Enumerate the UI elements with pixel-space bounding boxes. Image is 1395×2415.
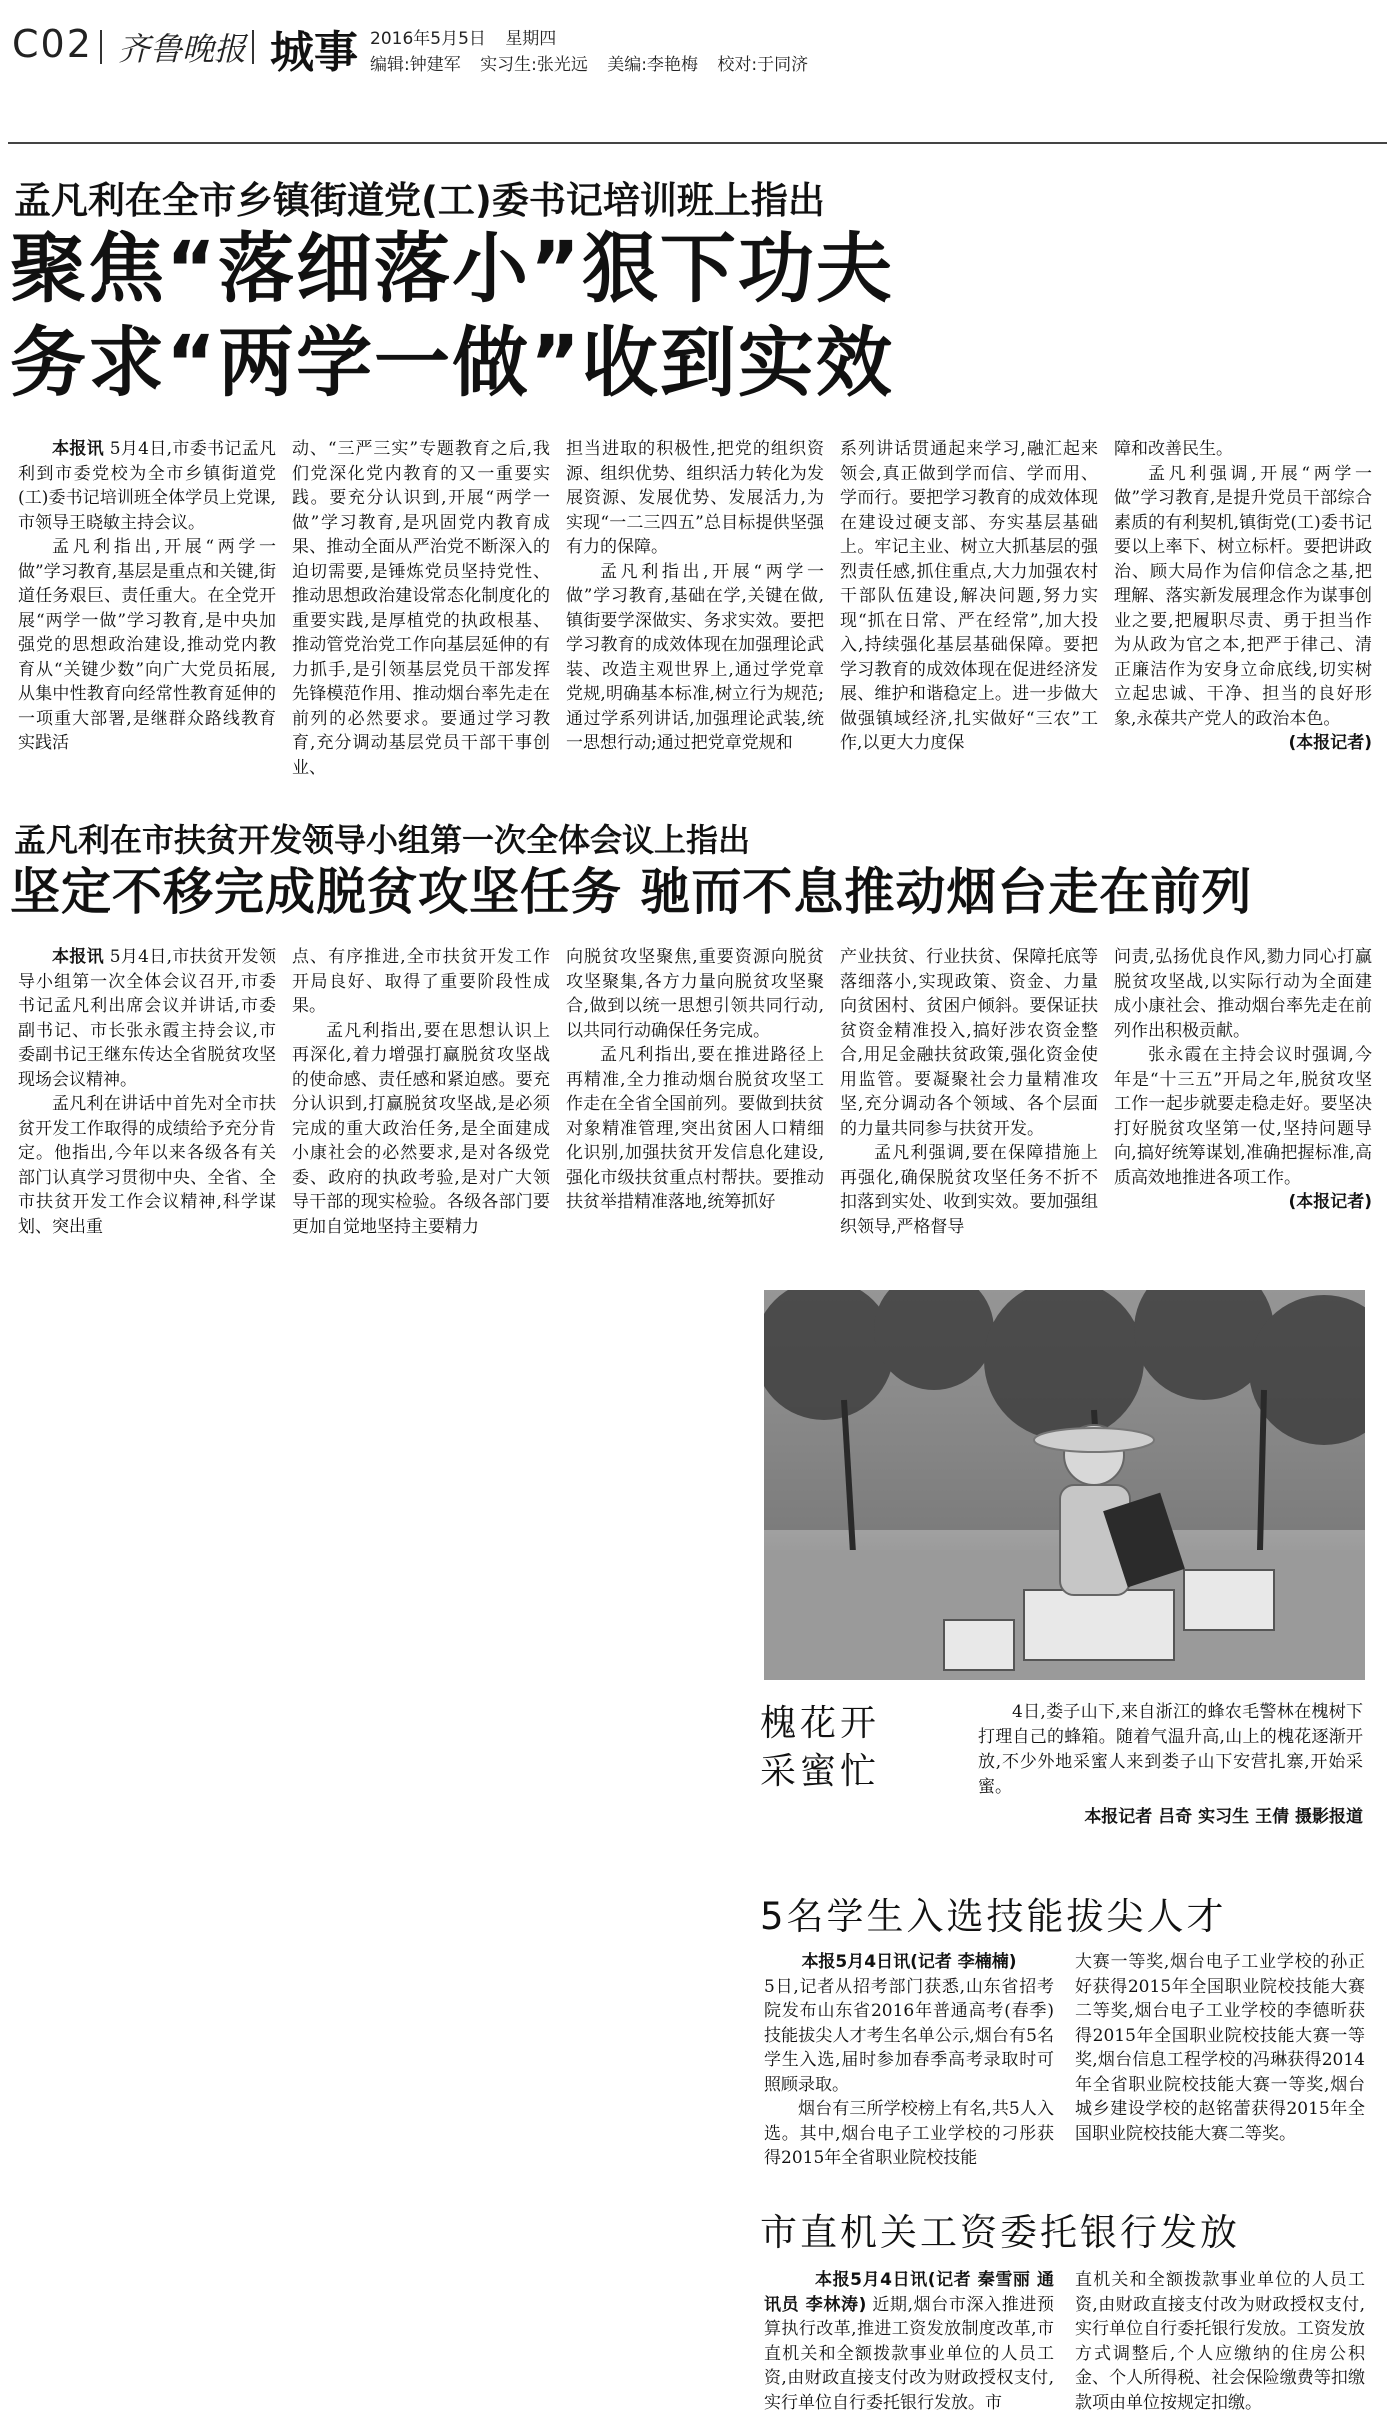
story1-column-2	[292, 437, 550, 780]
beekeeper-photo-image	[764, 1290, 1365, 1680]
story3-col2-text: 大赛一等奖,烟台电子工业学校的孙正好获得2015年全国职业院校技能大赛二等奖,烟台电子工业学校的李德昕获得2015年全国职业院校技能大赛一等奖,烟台信息工程学校的冯琳获得2014年全省职业院校技能大赛一等奖,烟台城乡建设学校的赵铭蕾获得2015年全国职业院校技能大赛二等奖。	[1075, 1952, 1365, 2144]
story2-headline: 坚定不移完成脱贫攻坚任务 驰而不息推动烟台走在前列	[10, 863, 1253, 921]
story2-col3b-text: 孟凡利指出,要在推进路径上再精准,全力推动烟台脱贫攻坚工作走在全省全国前列。要做到扶贫对象精准管理,突出贫困人口精细化识别,加强扶贫开发信息化建设,强化市级扶贫重点村帮扶。要推动扶贫举措精准落地,统筹抓好	[566, 1045, 824, 1212]
story1-headline-line2: 务求“两学一做”收到实效	[10, 318, 894, 407]
newspaper-logo: 齐鲁晚报	[118, 30, 247, 68]
story2-column-3	[566, 945, 824, 1215]
story4-column-1	[764, 2268, 1054, 2415]
story2-col3-text: 向脱贫攻坚聚焦,重要资源向脱贫攻坚聚集,各方力量向脱贫攻坚聚合,做到以统一思想引领共同行动,以共同行动确保任务完成。	[566, 947, 824, 1041]
credit-intern: 实习生:张光远	[480, 55, 588, 75]
story4-column-2	[1075, 2268, 1365, 2415]
story4-byline: 本报5月4日讯(记者 秦雪丽 通讯员 李林涛)	[764, 2270, 1054, 2315]
story1-column-4	[840, 437, 1098, 756]
story1-col4-text: 系列讲话贯通起来学习,融汇起来领会,真正做到学而信、学而用、学而行。要把学习教育的成效体现在建设过硬支部、夯实基层基础上。牢记主业、树立大抓基层的强烈责任感,抓住重点,大力加强农村干部队伍建设,解决问题,努力实现“抓在日常、严在经常”,加大投入,持续强化基层基础保障。要把学习教育的成效体现在促进经济发展、维护和谐稳定上。进一步做大做强镇域经济,扎实做好“三农”工作,以更大力度保	[840, 439, 1098, 753]
story2-col2b-text: 孟凡利指出,要在思想认识上再深化,着力增强打赢脱贫攻坚战的使命感、责任感和紧迫感。要充分认识到,打赢脱贫攻坚战,是必须完成的重大政治任务,是全面建成小康社会的必然要求,是对各级党委、政府的执政考验,是对广大领导干部的现实检验。各级各部门要更加自觉地坚持主要精力	[292, 1020, 550, 1237]
story3-col1b-text: 烟台有三所学校榜上有名,共5人入选。其中,烟台电子工业学校的刁彤获得2015年全省职业院校技能	[764, 2099, 1054, 2168]
story2-col5b-text: 张永霞在主持会议时强调,今年是“十三五”开局之年,脱贫攻坚工作一起步就要走稳走好。要坚决打好脱贫攻坚第一仗,坚持问题导向,搞好统筹谋划,准确把握标准,高质高效地推进各项工作。	[1114, 1045, 1372, 1188]
editor-credits	[370, 50, 822, 75]
story1-col3-text: 担当进取的积极性,把党的组织资源、组织优势、组织活力转化为发展资源、发展优势、发展活力,为实现“一二三四五”总目标提供坚强有力的保障。	[566, 439, 824, 557]
story1-col5-text: 孟凡利强调,开展“两学一做”学习教育,是提升党员干部综合素质的有利契机,镇街党(工)委书记要以上率下、树立标杆。要把讲政治、顾大局作为信仰信念之基,把理解、落实新发展理念作为谋事创业之要,把履职尽责、勇于担当作为从政为官之本,把严于律己、清正廉洁作为安身立命底线,切实树立起忠诚、干净、担当的良好形象,永葆共产党人的政治本色。	[1114, 463, 1372, 729]
story3-column-1	[764, 1950, 1054, 2171]
story2-sign: (本报记者)	[1288, 1192, 1372, 1212]
story3-title: 5名学生入选技能拔尖人才	[760, 1895, 1227, 1938]
story2-kicker: 孟凡利在市扶贫开发领导小组第一次全体会议上指出	[14, 821, 751, 859]
date-text: 2016年5月5日	[370, 29, 486, 49]
story3-col1-text: 5日,记者从招考部门获悉,山东省招考院发布山东省2016年普通高考(春季)技能拔尖人才考生名单公示,烟台有5名学生入选,届时参加春季高考录取时可照顾录取。	[764, 1976, 1054, 2095]
weekday-text: 星期四	[505, 29, 557, 49]
story4-title: 市直机关工资委托银行发放	[760, 2211, 1240, 2254]
story4-col1-text: 近期,烟台市深入推进预算执行改革,推进工资发放制度改革,市直机关和全额拨款事业单位的人员工资,由财政直接支付改为财政授权支付,实行单位自行委托银行发放。市	[764, 2294, 1054, 2413]
story3-column-2	[1075, 1950, 1365, 2146]
story1-col3b-text: 孟凡利指出,开展“两学一做”学习教育,基础在学,关键在做,镇街要学深做实、务求实效。要把学习教育的成效体现在加强理论武装、改造主观世界上,通过学党章党规,明确基本标准,树立行为规范;通过学系列讲话,加强理论武装,统一思想行动;通过把党章党规和	[566, 561, 824, 753]
story2-col1b-text: 孟凡利在讲话中首先对全市扶贫开发工作取得的成绩给予充分肯定。他指出,今年以来各级各有关部门认真学习贯彻中央、全省、全市扶贫开发工作会议精神,科学谋划、突出重	[18, 1094, 276, 1237]
issue-date	[370, 24, 570, 49]
beekeeper-photo	[764, 1290, 1365, 1680]
story2-column-2	[292, 945, 550, 1239]
story1-byline: 本报讯	[52, 439, 104, 459]
photo-credit: 本报记者 吕奇 实习生 王倩 摄影报道	[1084, 1807, 1363, 1827]
story2-col5-text: 问责,弘扬优良作风,勠力同心打赢脱贫攻坚战,以实际行动为全面建成小康社会、推动烟台率先走在前列作出积极贡献。	[1114, 947, 1372, 1041]
story1-column-3	[566, 437, 824, 756]
story2-col4-text: 产业扶贫、行业扶贫、保障托底等落细落小,实现政策、资金、力量向贫困村、贫困户倾斜。要保证扶贫资金精准投入,搞好涉农资金整合,用足金融扶贫政策,强化资金使用监管。要凝聚社会力量精准攻坚,充分调动各个领域、各个层面的力量共同参与扶贫开发。	[840, 947, 1098, 1139]
credit-editor: 编辑:钟建军	[370, 55, 461, 75]
story1-kicker: 孟凡利在全市乡镇街道党(工)委书记培训班上指出	[14, 179, 825, 222]
story1-column-5	[1114, 437, 1372, 756]
story3-byline: 本报5月4日讯(记者 李楠楠)	[801, 1952, 1017, 1972]
story1-col1-text: 5月4日,市委书记孟凡利到市委党校为全市乡镇街道党(工)委书记培训班全体学员上党课,市领导王晓敏主持会议。	[18, 439, 277, 533]
story1-col2-text: 动、“三严三实”专题教育之后,我们党深化党内教育的又一重要实践。要充分认识到,开展“两学一做”学习教育,是巩固党内教育成果、推动全面从严治党不断深入的迫切需要,是锤炼党员坚持党性、推动思想政治建设常态化制度化的重要实践,是厚植党的执政根基、推动管党治党工作向基层延伸的有力抓手,是引领基层党员干部发挥先锋模范作用、推动烟台率先走在前列的必然要求。要通过学习教育,充分调动基层党员干部干事创业、	[292, 439, 550, 778]
photo-title-line2: 采蜜忙	[760, 1751, 881, 1792]
story2-column-5	[1114, 945, 1372, 1215]
story1-headline-line1: 聚焦“落细落小”狠下功夫	[10, 224, 894, 313]
story2-byline: 本报讯	[52, 947, 104, 967]
credit-designer: 美编:李艳梅	[607, 55, 699, 75]
section-name: 城事	[270, 27, 358, 78]
story2-column-1	[18, 945, 276, 1239]
header-divider	[252, 30, 254, 64]
story1-col5a-text: 障和改善民生。	[1114, 439, 1233, 459]
page-number: C02	[12, 22, 93, 66]
story2-col4b-text: 孟凡利强调,要在保障措施上再强化,确保脱贫攻坚任务不折不扣落到实处、收到实效。要加强组织领导,严格督导	[840, 1143, 1098, 1237]
story4-col2-text: 直机关和全额拨款事业单位的人员工资,由财政直接支付改为财政授权支付,实行单位自行委托银行发放。工资发放方式调整后,个人应缴纳的住房公积金、个人所得税、社会保险缴费等扣缴款项由单位按规定扣缴。	[1075, 2270, 1365, 2413]
header-rule	[8, 142, 1387, 144]
story2-col2-text: 点、有序推进,全市扶贫开发工作开局良好、取得了重要阶段性成果。	[292, 947, 550, 1016]
story1-col1b-text: 孟凡利指出,开展“两学一做”学习教育,基层是重点和关键,街道任务艰巨、责任重大。在全党开展“两学一做”学习教育,是中央加强党的思想政治建设,推动党内教育从“关键少数”向广大党员拓展,从集中性教育向经常性教育延伸的一项重大部署,是继群众路线教育实践活	[18, 537, 276, 753]
photo-caption	[978, 1700, 1363, 1800]
story1-column-1	[18, 437, 276, 756]
header-divider	[100, 30, 102, 64]
photo-title	[760, 1700, 880, 1796]
photo-title-line1: 槐花开	[760, 1703, 881, 1744]
story1-sign: (本报记者)	[1288, 733, 1372, 753]
story2-col1-text: 5月4日,市扶贫开发领导小组第一次全体会议召开,市委书记孟凡利出席会议并讲话,市委副书记、市长张永霞主持会议,市委副书记王继东传达全省脱贫攻坚现场会议精神。	[18, 947, 277, 1090]
credit-proofreader: 校对:于同济	[717, 55, 809, 75]
photo-caption-text: 4日,娄子山下,来自浙江的蜂农毛警林在槐树下打理自己的蜂箱。随着气温升高,山上的槐花逐渐开放,不少外地采蜜人来到娄子山下安营扎寨,开始采蜜。	[978, 1702, 1363, 1797]
story2-column-4	[840, 945, 1098, 1239]
